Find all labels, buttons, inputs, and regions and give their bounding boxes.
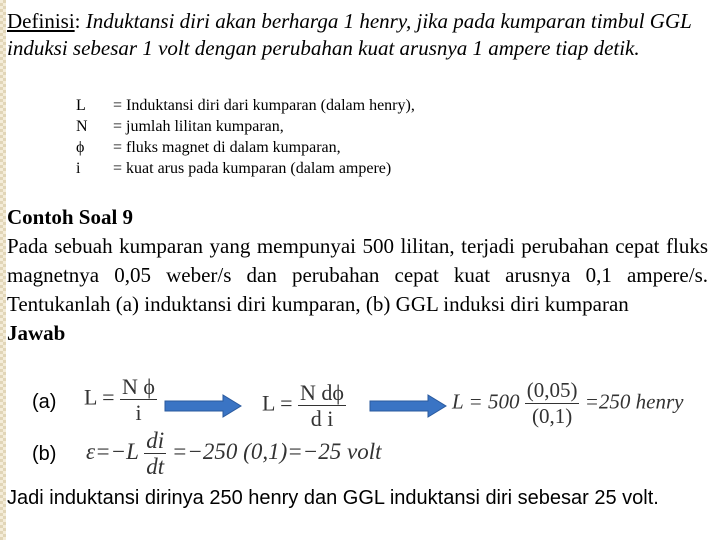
formula-a2-lhs: L = xyxy=(262,390,293,416)
formula-a2-fraction xyxy=(298,380,346,431)
formula-a3-result: =250 henry xyxy=(584,389,684,414)
legend-description: = Induktansi diri dari kumparan (dalam henry), xyxy=(113,97,415,114)
definition-text: Induktansi diri akan berharga 1 henry, jika pada kumparan timbul GGL induksi sebesar 1 volt dengan perubahan kuat arusnya 1 ampere tiap detik. xyxy=(7,9,692,60)
formula-a2 xyxy=(262,380,346,431)
formula-a1-denominator: i xyxy=(135,400,142,425)
formula-a3-fraction xyxy=(525,378,580,429)
formula-a3-denominator: (0,1) xyxy=(531,404,573,428)
definition-colon: : xyxy=(74,9,81,33)
formula-a3-lhs: L = 500 xyxy=(452,389,520,414)
formula-a1-numerator: N ϕ xyxy=(122,374,155,399)
formula-a1-fraction xyxy=(120,374,157,425)
arrow-icon xyxy=(368,393,448,419)
formula-b-result: =−250 (0,1)=−25 volt xyxy=(171,438,382,464)
example-problem: Pada sebuah kumparan yang mempunyai 500 lilitan, terjadi perubahan cepat fluks magnetnya 0,05 weber/s dan perubahan cepat kuat arusnya 0,1 ampere/s. Tentukanlah (a) induktansi diri kumparan, (b) GGL induksi diri kumparan xyxy=(7,234,708,316)
example-section xyxy=(7,203,708,348)
formula-a3 xyxy=(452,378,683,429)
legend-row xyxy=(76,116,415,137)
conclusion-text: Jadi induktansi dirinya 250 henry dan GGL induktansi diri sebesar 25 volt. xyxy=(7,487,659,509)
legend-row xyxy=(76,95,415,116)
formula-b xyxy=(86,428,382,479)
definition-paragraph xyxy=(7,8,707,62)
legend-symbol: L xyxy=(76,97,86,114)
formula-b-lhs: ε=−L xyxy=(86,438,139,464)
example-title: Contoh Soal 9 xyxy=(7,205,134,229)
legend-row xyxy=(76,158,415,179)
arrow-icon xyxy=(163,393,243,419)
legend-description: = kuat arus pada kumparan (dalam ampere) xyxy=(113,160,392,177)
formula-a1 xyxy=(84,374,157,425)
symbol-legend xyxy=(76,95,415,179)
formula-a3-numerator: (0,05) xyxy=(526,378,578,402)
definition-label: Definisi xyxy=(7,9,75,33)
legend-symbol: ϕ xyxy=(76,139,85,156)
formula-a2-denominator: d i xyxy=(310,406,334,431)
legend-description: = jumlah lilitan kumparan, xyxy=(113,118,284,135)
legend-row xyxy=(76,137,415,158)
legend-symbol: i xyxy=(76,160,81,177)
answer-label: Jawab xyxy=(7,321,66,345)
formula-a1-lhs: L = xyxy=(84,384,115,410)
part-a-label: (a) xyxy=(32,391,57,413)
legend-description: = fluks magnet di dalam kumparan, xyxy=(113,139,341,156)
formula-a2-numerator: N dϕ xyxy=(300,380,344,405)
formula-b-fraction xyxy=(144,428,166,479)
legend-symbol: N xyxy=(76,118,88,135)
part-b-label: (b) xyxy=(32,443,57,465)
formula-b-numerator: di xyxy=(146,428,165,453)
formula-b-denominator: dt xyxy=(146,454,165,479)
